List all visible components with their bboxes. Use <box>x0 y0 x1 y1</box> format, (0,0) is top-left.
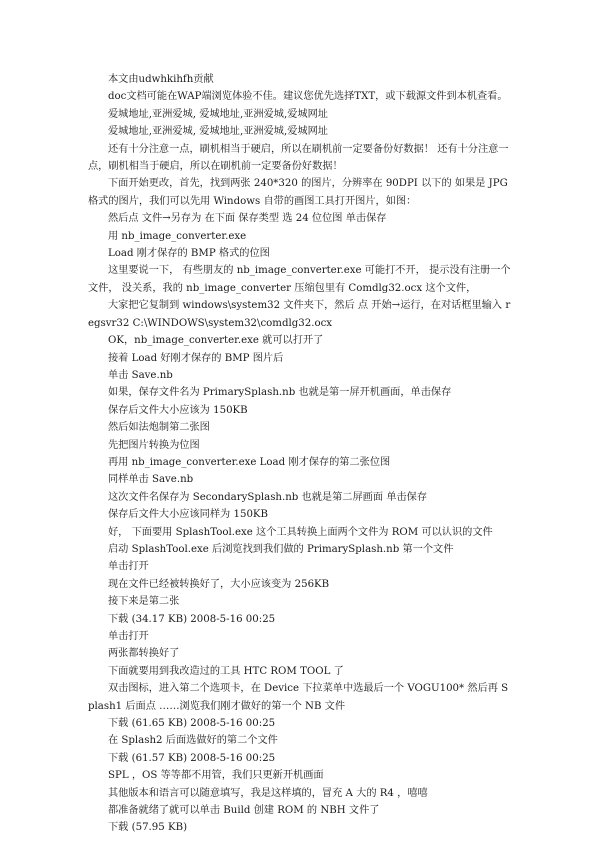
paragraph-step: 接着 Load 好刚才保存的 BMP 图片后 <box>108 352 284 364</box>
paragraph-step: 先把图片转换为位图 <box>108 439 200 451</box>
paragraph-step: 双击图标，进入第二个选项卡，在 Device 下拉菜单中选最后一个 VOGU100* 然后再 Splash1 后面点 ……浏览我们刚才做好的第一个 NB 文件 <box>88 683 509 712</box>
download-caption: 下载 (61.65 KB) 2008-5-16 00:25 <box>108 718 276 730</box>
paragraph-notice: doc文档可能在WAP端浏览体验不佳。建议您优先选择TXT，或下载源文件到本机查看。 <box>108 91 508 103</box>
paragraph-step: 启动 SplashTool.exe 后浏览找到我们做的 PrimarySplash.nb 第一个文件 <box>108 543 454 555</box>
paragraph-step: 然后点 文件→另存为 在下面 保存类型 选 24 位位图 单击保存 <box>108 213 387 225</box>
download-caption: 下载 (34.17 KB) 2008-5-16 00:25 <box>108 613 276 625</box>
paragraph-step: 接下来是第二张 <box>108 596 180 608</box>
paragraph-step: 如果，保存文件名为 PrimarySplash.nb 也就是第一屏开机画面，单击保存 <box>108 387 452 399</box>
paragraph-step: 同样单击 Save.nb <box>108 474 194 486</box>
paragraph-step: 好， 下面要用 SplashTool.exe 这个工具转换上面两个文件为 ROM 可以认识的文件 <box>108 526 493 538</box>
paragraph-ad-line: 爱城地址,亚洲爱城, 爱城地址,亚洲爱城,爱城网址 <box>108 126 328 138</box>
paragraph-step: OK，nb_image_converter.exe 就可以打开了 <box>108 335 324 347</box>
document-body <box>88 71 514 837</box>
paragraph-ad-line: 爱城地址,亚洲爱城, 爱城地址,亚洲爱城,爱城网址 <box>108 108 328 120</box>
download-caption: 下载 (61.57 KB) 2008-5-16 00:25 <box>108 752 276 764</box>
paragraph-step: SPL ，OS 等等都不用管，我们只更新开机画面 <box>108 770 324 782</box>
paragraph-step: 在 Splash2 后面选做好的第二个文件 <box>108 735 278 747</box>
paragraph-step: 这里要说一下， 有些朋友的 nb_image_converter.exe 可能打不开， 提示没有注册一个文件， 没关系，我的 nb_image_converter 压缩包里有 Comdlg32.ocx 这个文件， <box>88 265 511 294</box>
paragraph-step: Load 刚才保存的 BMP 格式的位图 <box>108 248 270 260</box>
paragraph-step: 这次文件名保存为 SecondarySplash.nb 也就是第二屏画面 单击保存 <box>108 491 428 503</box>
paragraph-step: 单击 Save.nb <box>108 369 173 381</box>
paragraph-step: 两张都转换好了 <box>108 648 180 660</box>
paragraph-step: 用 nb_image_converter.exe <box>108 230 247 242</box>
paragraph-step: 保存后文件大小应该为 150KB <box>108 404 248 416</box>
paragraph-step: 大家把它复制到 windows\system32 文件夹下，然后 点 开始→运行，在对话框里输入 regsvr32 C:\WINDOWS\system32\comdlg32.ocx <box>88 300 511 329</box>
paragraph-step: 下面开始更改，首先，找到两张 240*320 的图片，分辨率在 90DPI 以下的 如果是 JPG 格式的图片，我们可以先用 Windows 自带的画图工具打开图片，如图： <box>88 178 508 207</box>
paragraph-step: 再用 nb_image_converter.exe Load 刚才保存的第二张位图 <box>108 456 391 468</box>
paragraph-step: 保存后文件大小应该同样为 150KB <box>108 509 269 521</box>
paragraph-step: 单击打开 <box>108 561 149 573</box>
paragraph-step: 下面就要用到我改造过的工具 HTC ROM TOOL 了 <box>108 665 344 677</box>
download-caption: 下载 (57.95 KB) <box>108 822 188 834</box>
paragraph-step: 都准备就绪了就可以单击 Build 创建 ROM 的 NBH 文件了 <box>108 805 380 817</box>
paragraph-contributor: 本文由udwhkihfh贡献 <box>108 74 214 85</box>
paragraph-step: 单击打开 <box>108 631 149 642</box>
paragraph-warning: 还有十分注意一点，刷机相当于硬启，所以在刷机前一定要备份好数据！ 还有十分注意一点，刷机相当于硬启，所以在刷机前一定要备份好数据！ <box>88 143 509 173</box>
paragraph-step: 现在文件已经被转换好了，大小应该变为 256KB <box>108 578 330 590</box>
paragraph-step: 其他版本和语言可以随意填写，我是这样填的，冒充 A 大的 R4 ，嘻嘻 <box>108 787 428 799</box>
paragraph-step: 然后如法炮制第二张图 <box>108 422 210 434</box>
